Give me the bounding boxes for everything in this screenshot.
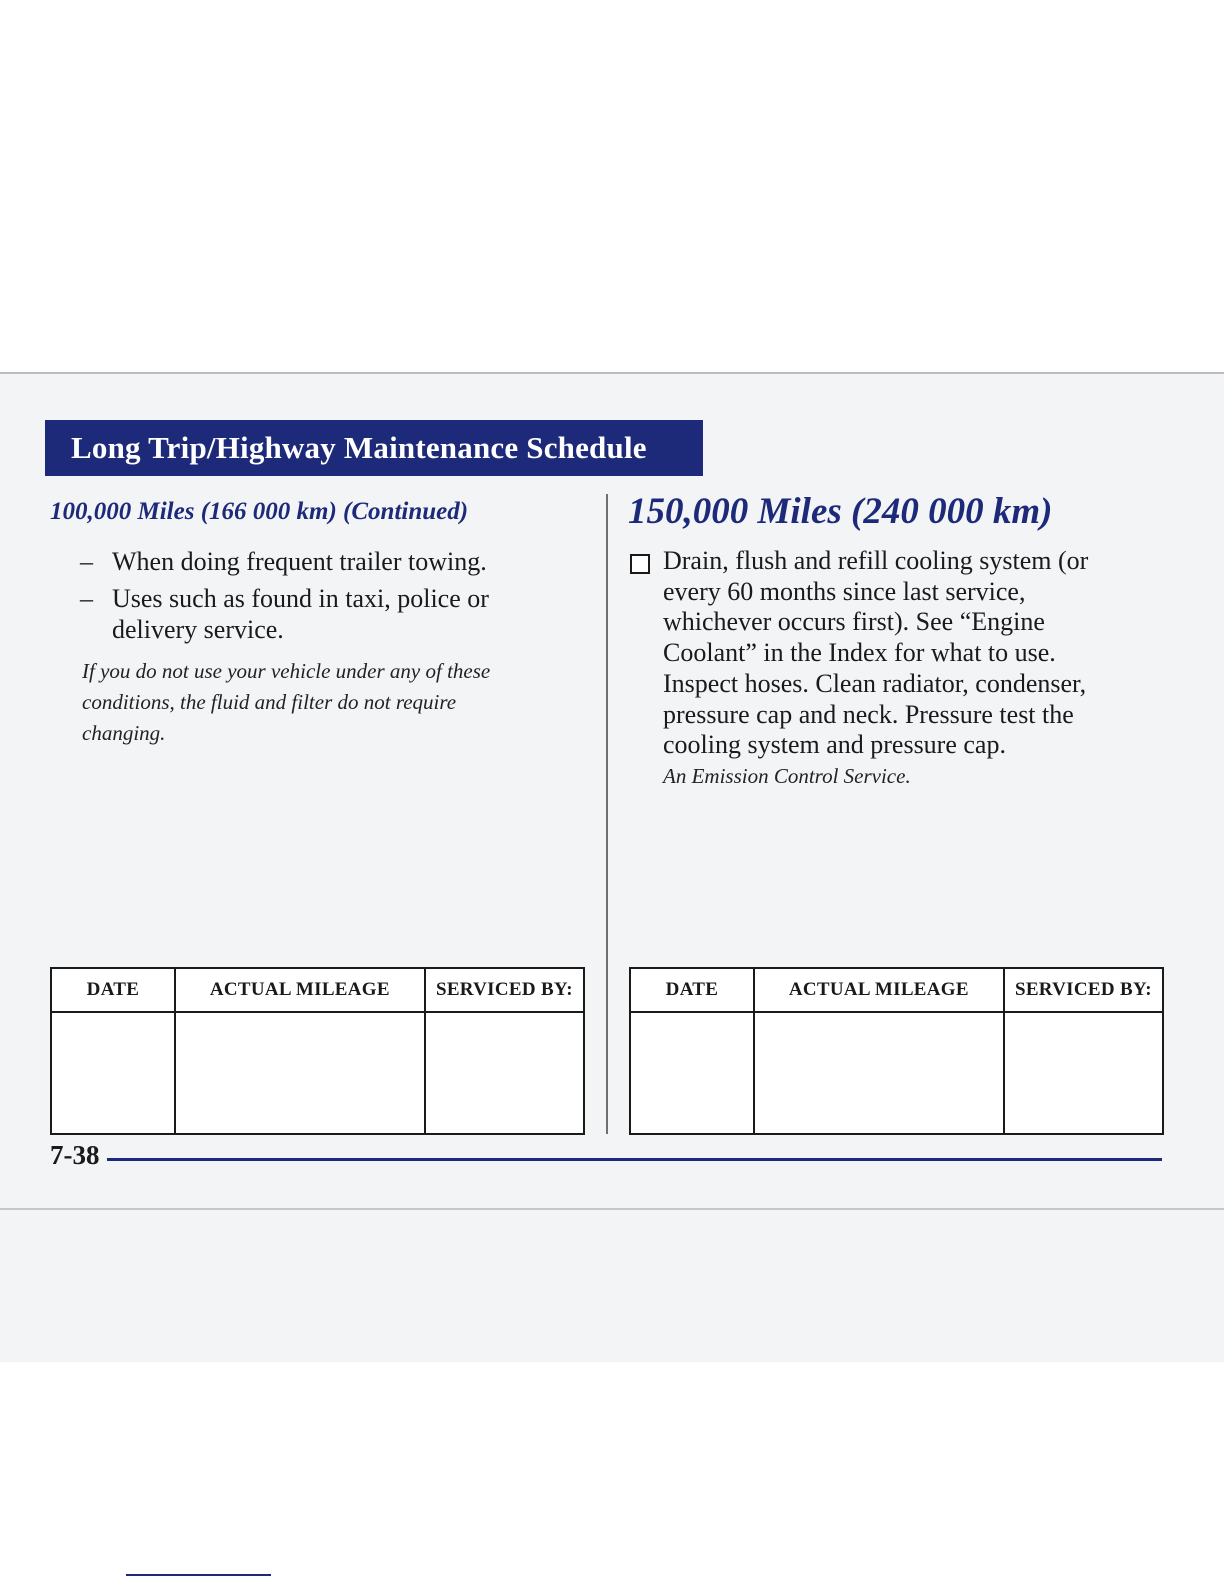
page-title: Long Trip/Highway Maintenance Schedule [71, 430, 647, 465]
scan-edge-bottom [0, 1208, 1224, 1210]
right-section-title: 150,000 Miles (240 000 km) [628, 491, 1053, 532]
serviced-by-cell[interactable] [1004, 1012, 1163, 1134]
left-note: If you do not use your vehicle under any of these conditions, the fluid and filter do not require changing. [82, 659, 491, 745]
section-header-banner [45, 420, 703, 476]
table-row [51, 1012, 584, 1134]
page-number: 7-38 [50, 1140, 100, 1170]
mileage-cell[interactable] [754, 1012, 1004, 1134]
date-cell[interactable] [51, 1012, 175, 1134]
condition-list [80, 546, 560, 651]
date-column-header: DATE [630, 968, 754, 1012]
list-item [80, 546, 560, 577]
mileage-column-header: ACTUAL MILEAGE [175, 968, 425, 1012]
scan-edge-top [0, 372, 1224, 374]
date-column-header: DATE [51, 968, 175, 1012]
date-cell[interactable] [630, 1012, 754, 1134]
serviced-by-column-header: SERVICED BY: [425, 968, 584, 1012]
list-item [80, 583, 560, 645]
serviced-by-cell[interactable] [425, 1012, 584, 1134]
list-item-text: When doing frequent trailer towing. [112, 547, 487, 576]
footer-rule [107, 1158, 1162, 1161]
service-checklist-item [630, 546, 1130, 761]
service-record-table-right [629, 967, 1164, 1135]
left-section-title: 100,000 Miles (166 000 km) (Continued) [50, 498, 469, 525]
serviced-by-column-header: SERVICED BY: [1004, 968, 1163, 1012]
bottom-rule-stub [126, 1574, 271, 1576]
mileage-cell[interactable] [175, 1012, 425, 1134]
list-item-text: Uses such as found in taxi, police or delivery service. [112, 584, 489, 644]
emission-note: An Emission Control Service. [663, 764, 911, 788]
service-item-text: Drain, flush and refill cooling system (or every 60 months since last service, whichever occurs first). See “Engine Coolant” in the Index for what to use. Inspect hoses. Clean radiator, condenser, pressure cap and neck. Pressure test the cooling system and pressure cap. [663, 546, 1089, 760]
mileage-column-header: ACTUAL MILEAGE [754, 968, 1004, 1012]
service-record-table-left [50, 967, 585, 1135]
dash-bullet: – [80, 584, 93, 613]
dash-bullet: – [80, 547, 93, 576]
checkbox-icon[interactable] [630, 554, 650, 574]
table-row [630, 1012, 1163, 1134]
column-divider [606, 494, 608, 1134]
